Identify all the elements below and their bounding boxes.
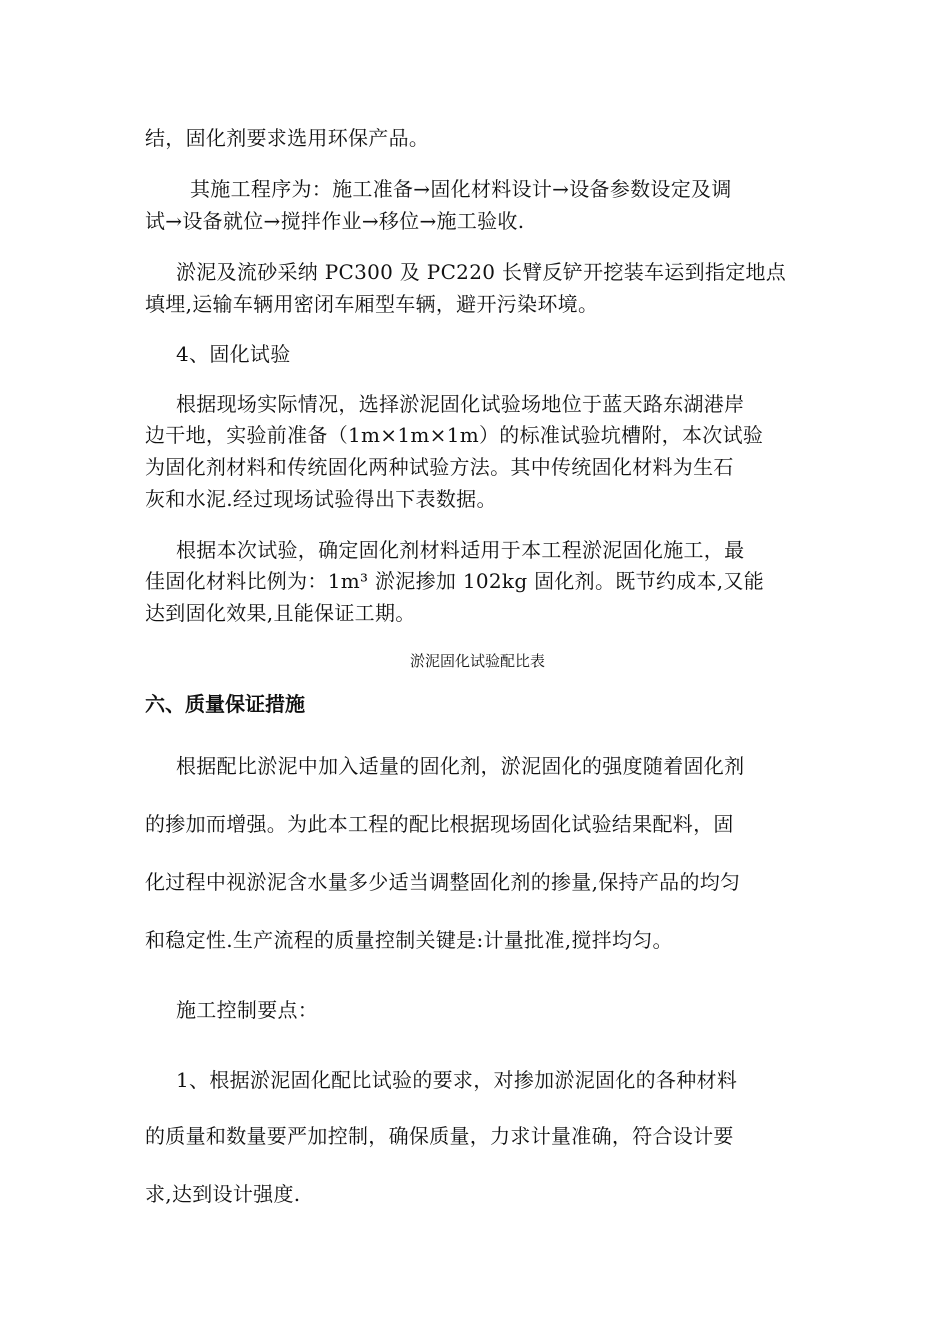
paragraph-line: 4、固化试验 <box>176 342 291 366</box>
paragraph-line: 填埋,运输车辆用密闭车厢型车辆，避开污染环境。 <box>145 292 599 316</box>
paragraph-line: 的质量和数量要严加控制，确保质量，力求计量准确，符合设计要 <box>145 1124 734 1148</box>
section-heading: 六、质量保证措施 <box>145 692 305 716</box>
paragraph-line: 根据现场实际情况，选择淤泥固化试验场地位于蓝天路东湖港岸 <box>176 392 745 416</box>
paragraph-line: 灰和水泥.经过现场试验得出下表数据。 <box>145 487 497 511</box>
paragraph-line: 的掺加而增强。为此本工程的配比根据现场固化试验结果配料，固 <box>145 812 734 836</box>
paragraph-line: 和稳定性.生产流程的质量控制关键是:计量批准,搅拌均匀。 <box>145 928 673 952</box>
paragraph-line: 根据本次试验，确定固化剂材料适用于本工程淤泥固化施工，最 <box>176 538 745 562</box>
paragraph-line: 边干地，实验前准备（1m×1m×1m）的标准试验坑槽附，本次试验 <box>145 423 764 447</box>
paragraph-line: 化过程中视淤泥含水量多少适当调整固化剂的掺量,保持产品的均匀 <box>145 870 741 894</box>
paragraph-line: 结，固化剂要求选用环保产品。 <box>145 126 430 150</box>
table-caption: 淤泥固化试验配比表 <box>409 652 545 670</box>
paragraph-line: 根据配比淤泥中加入适量的固化剂，淤泥固化的强度随着固化剂 <box>176 754 745 778</box>
paragraph-line: 达到固化效果,且能保证工期。 <box>145 601 416 625</box>
paragraph-line: 淤泥及流砂采纳 PC300 及 PC220 长臂反铲开挖装车运到指定地点 <box>176 260 787 284</box>
paragraph-line: 佳固化材料比例为：1m³ 淤泥掺加 102kg 固化剂。既节约成本,又能 <box>145 569 765 593</box>
paragraph-line: 1、根据淤泥固化配比试验的要求，对掺加淤泥固化的各种材料 <box>176 1068 738 1092</box>
paragraph-line: 其施工程序为：施工准备→固化材料设计→设备参数设定及调 <box>190 177 732 201</box>
paragraph-line: 试→设备就位→搅拌作业→移位→施工验收. <box>145 209 525 233</box>
paragraph-line: 施工控制要点： <box>176 998 319 1022</box>
paragraph-line: 为固化剂材料和传统固化两种试验方法。其中传统固化材料为生石 <box>145 455 734 479</box>
paragraph-line: 求,达到设计强度. <box>145 1182 301 1206</box>
